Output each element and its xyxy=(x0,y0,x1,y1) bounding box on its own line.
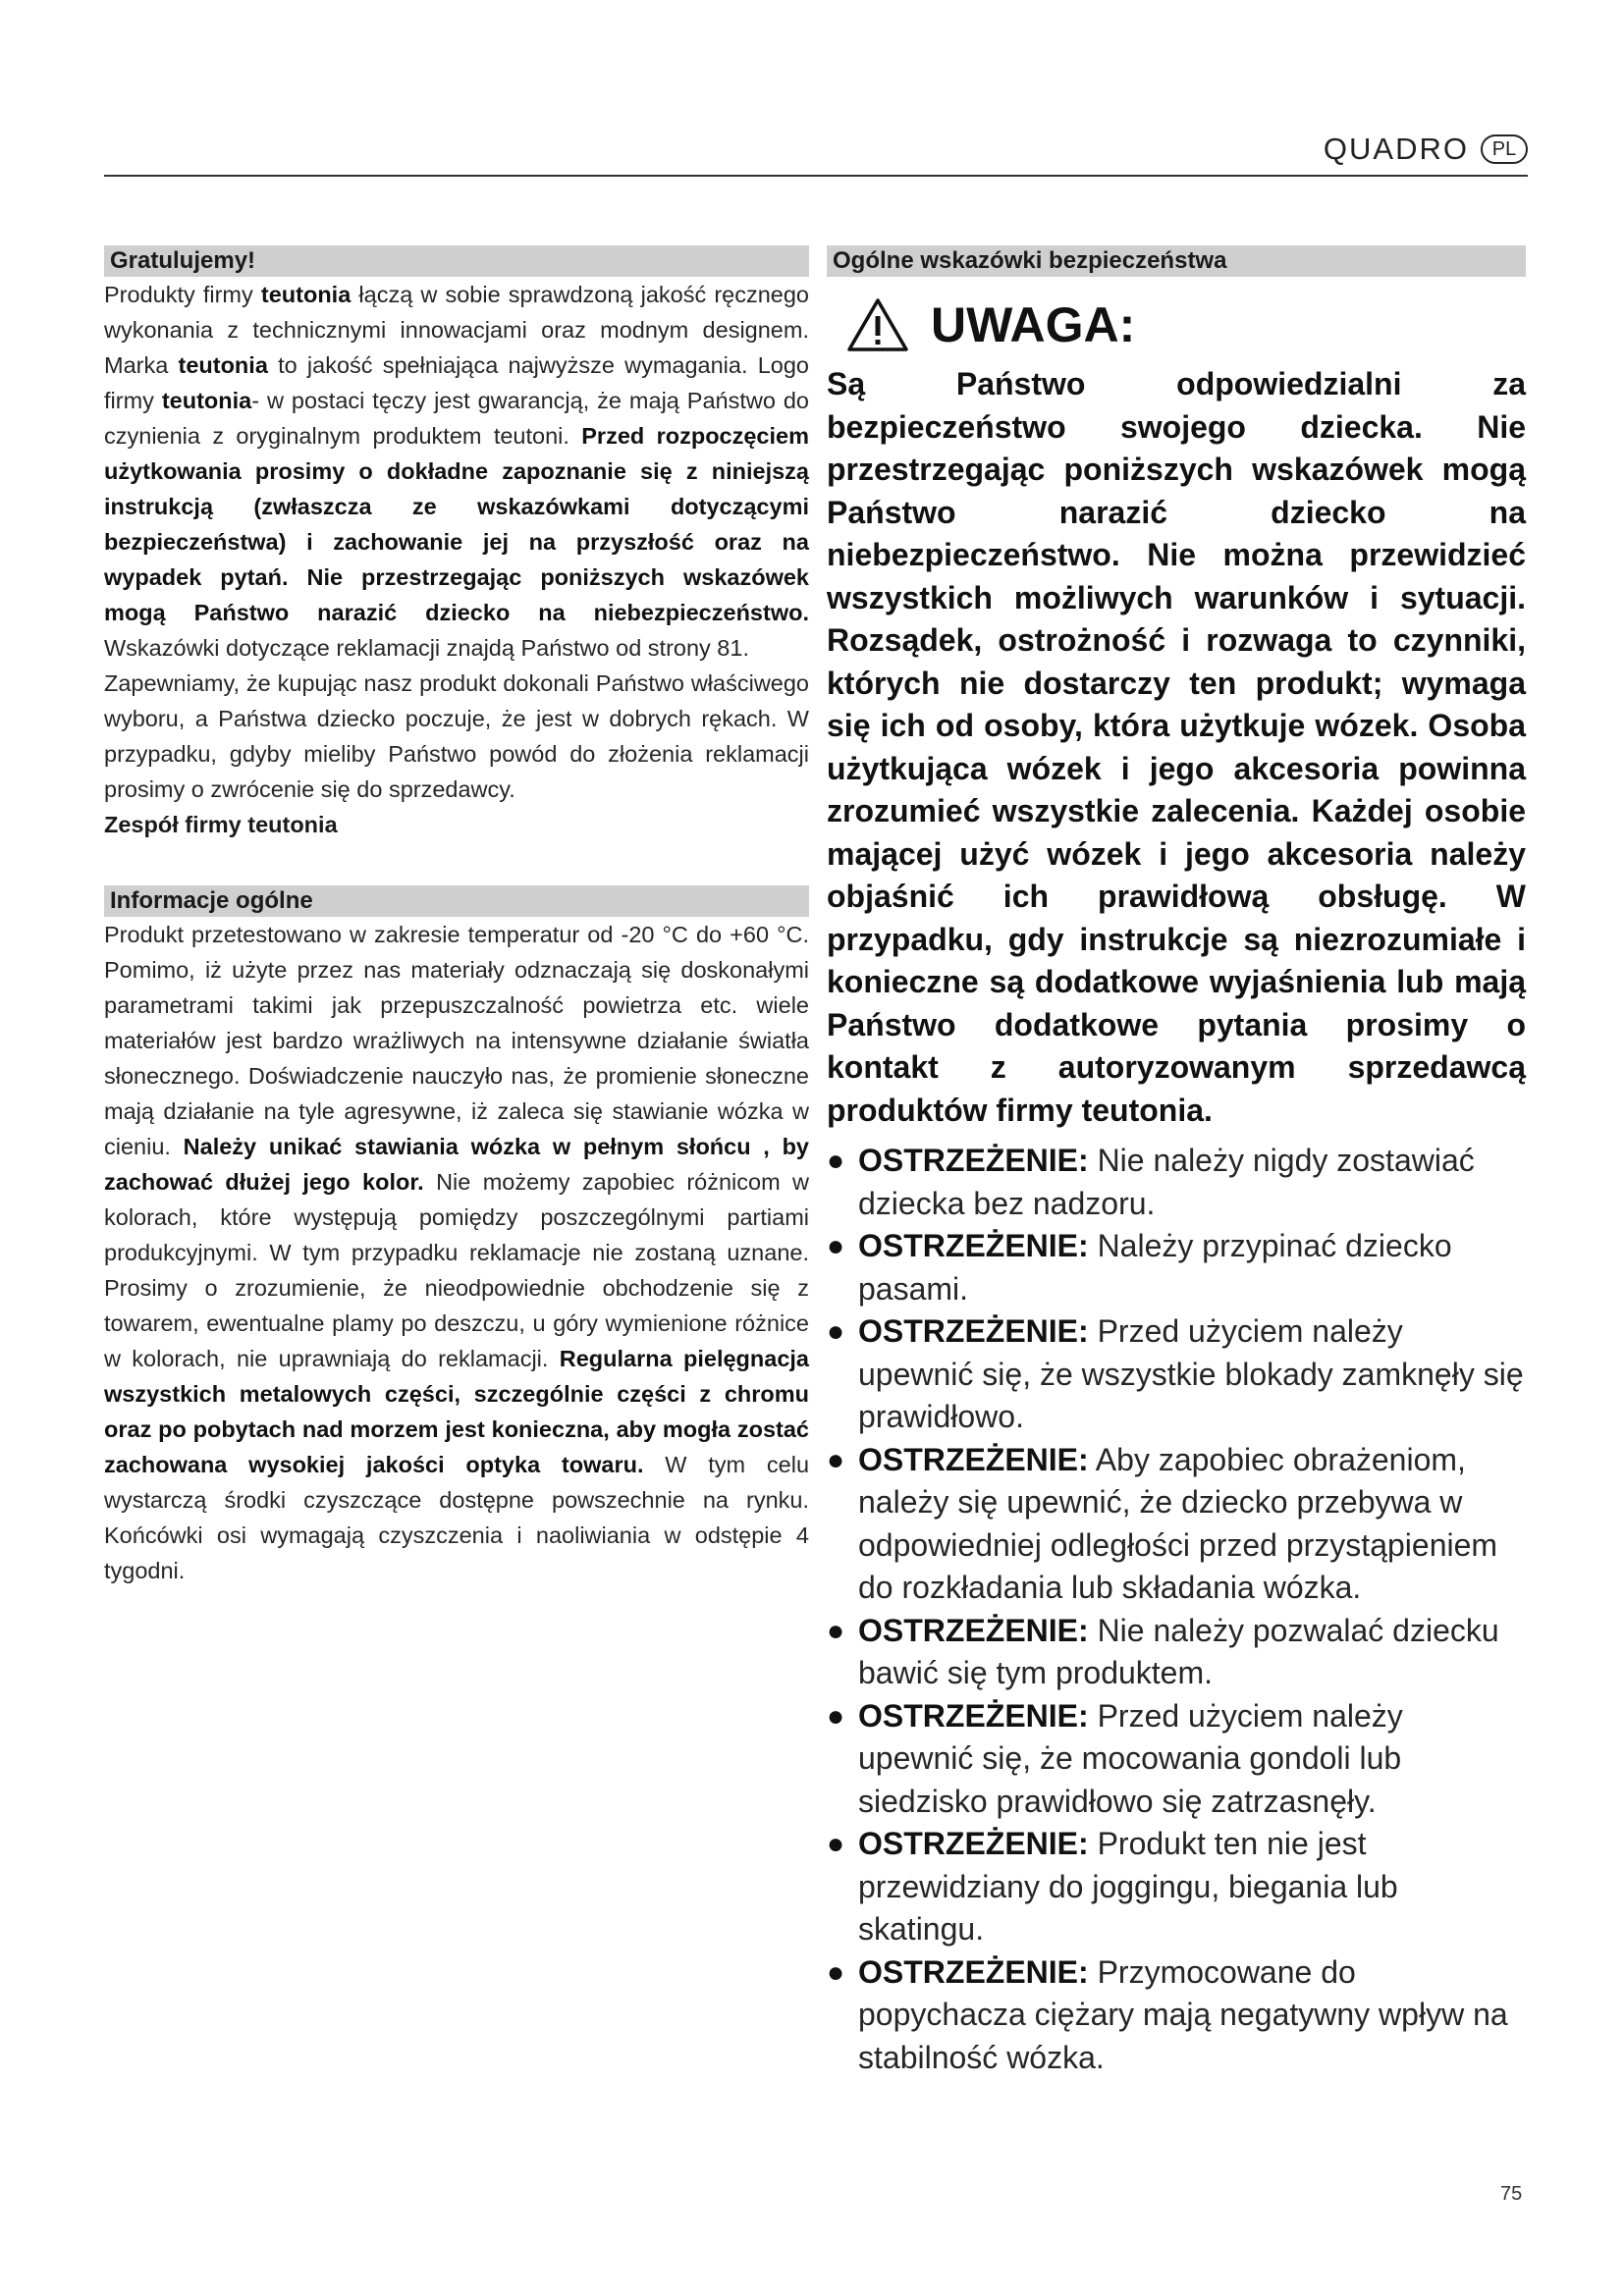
warning-item xyxy=(827,1610,1526,1695)
safety-heading: Ogólne wskazówki bezpieczeństwa xyxy=(827,245,1526,277)
warning-text: Nie należy nigdy zostawiać dziecka bez nadzoru. xyxy=(858,1143,1475,1221)
language-badge: PL xyxy=(1481,134,1528,164)
right-column xyxy=(827,245,1526,2079)
bullet-icon: ● xyxy=(827,1955,845,1989)
warning-item xyxy=(827,1695,1526,1824)
bullet-icon: ● xyxy=(827,1230,845,1262)
bullet-icon: ● xyxy=(827,1614,845,1647)
warning-title: UWAGA: xyxy=(931,297,1136,352)
warning-text: Produkt ten nie jest przewidziany do joggingu, biegania lub skatingu. xyxy=(858,1826,1398,1947)
warning-label: OSTRZEŻENIE: xyxy=(858,1697,1089,1734)
congrats-heading: Gratulujemy! xyxy=(104,245,809,277)
bullet-icon: ● xyxy=(827,1315,845,1348)
warning-text: Przed użyciem należy upewnić się, że wszystkie blokady zamknęły się prawidłowo. xyxy=(858,1313,1524,1434)
warning-paragraph: Są Państwo odpowiedzialni za bezpieczeństwo swojego dziecka. Nie przestrzegając poniższych wskazówek mogą Państwo narazić dziecko na niebezpieczeństwo. Nie można przewidzieć wszystkich możliwych warunków i sytuacji. Rozsądek, ostrożność i rozwaga to czynniki, których nie dostarczy ten produkt; wymaga się ich od osoby, która użytkuje wózek. Osoba użytkująca wózek i jego akcesoria powinna zrozumieć wszystkie zalecenia. Każdej osobie mającej użyć wózek i jego akcesoria należy objaśnić ich prawidłową obsługę. W przypadku, gdy instrukcje są niezrozumiałe i konieczne są dodatkowe wyjaśnienia lub mają Państwo dodatkowe pytania prosimy o kontakt z autoryzowanym sprzedawcą produktów firmy teutonia. xyxy=(827,366,1526,1128)
warning-text: Aby zapobiec obrażeniom, należy się upewnić, że dziecko przebywa w odpowiedniej odległości przed przystąpieniem do rozkładania lub składania wózka. xyxy=(858,1441,1498,1605)
general-info-heading: Informacje ogólne xyxy=(104,885,809,917)
warning-triangle-icon xyxy=(846,297,909,352)
warning-list xyxy=(827,1140,1526,2079)
warning-label: OSTRZEŻENIE: xyxy=(858,1953,1089,1990)
warning-item xyxy=(827,1951,1526,2080)
bullet-icon: ● xyxy=(827,1443,845,1476)
warning-text: Przymocowane do popychacza ciężary mają negatywny wpływ na stabilność wózka. xyxy=(858,1953,1508,2075)
general-info-section xyxy=(104,917,809,1588)
warning-label: OSTRZEŻENIE: xyxy=(858,1826,1089,1861)
warning-item xyxy=(827,1439,1526,1610)
section-spacer xyxy=(104,842,809,885)
team-signature: Zespół firmy teutonia xyxy=(104,812,338,837)
warning-text: Przed użyciem należy upewnić się, że mocowania gondoli lub siedzisko prawidłowo się zatrzasnęły. xyxy=(858,1697,1403,1819)
warning-item xyxy=(827,1225,1526,1310)
congrats-section xyxy=(104,277,809,842)
header-brand-group xyxy=(1324,132,1528,167)
warning-item xyxy=(827,1310,1526,1439)
bullet-icon: ● xyxy=(827,1828,845,1860)
warning-text: Nie należy pozwalać dziecku bawić się tym produktem. xyxy=(858,1612,1499,1690)
general-info-paragraph: Produkt przetestowano w zakresie temperatur od -20 °C do +60 °C. Pomimo, iż użyte przez nas materiały odznaczają się doskonałymi parametrami takimi jak przepuszczalność powietrza etc. wiele materiałów jest bardzo wrażliwych na intensywne działanie światła słonecznego. Doświadczenie nauczyło nas, że promienie słoneczne mają działanie na tyle agresywne, iż zaleca się stawianie wózka w cieniu. Należy unikać stawiania wózka w pełnym słońcu , by zachować dłużej jego kolor. Nie możemy zapobiec różnicom w kolorach, które występują pomiędzy poszczególnymi partiami produkcyjnymi. W tym przypadku reklamacje nie zostaną uznane. Prosimy o zrozumienie, że nieodpowiednie obchodzenie się z towarem, ewentualne plamy po deszczu, u góry wymienione różnice w kolorach, nie uprawniają do reklamacji. Regularna pielęgnacja wszystkich metalowych części, szczególnie części z chromu oraz po pobytach nad morzem jest konieczna, aby mogła zostać zachowana wysokiej jakości optyka towaru. W tym celu wystarczą środki czyszczące dostępne powszechnie na rynku. Końcówki osi wymagają czyszczenia i naoliwiania w odstępie 4 tygodni. xyxy=(104,922,810,1583)
left-column xyxy=(104,245,809,1588)
bullet-icon: ● xyxy=(827,1145,845,1177)
warning-label: OSTRZEŻENIE: xyxy=(858,1612,1089,1648)
warning-label: OSTRZEŻENIE: xyxy=(858,1441,1089,1477)
page-header xyxy=(104,126,1528,177)
bullet-icon: ● xyxy=(827,1699,845,1733)
warning-item xyxy=(827,1823,1526,1951)
page-number: 75 xyxy=(1500,2183,1523,2205)
warning-label: OSTRZEŻENIE: xyxy=(858,1313,1089,1349)
warning-text: Należy przypinać dziecko pasami. xyxy=(858,1228,1452,1307)
warning-title-row xyxy=(827,291,1526,359)
warning-item xyxy=(827,1140,1526,1225)
satisfaction-paragraph: Zapewniamy, że kupując nasz produkt dokonali Państwo właściwego wyboru, a Państwa dziecko poczuje, że jest w dobrych rękach. W przypadku, gdyby mieliby Państwo powód do złożenia reklamacji prosimy o zwrócenie się do sprzedawcy. xyxy=(104,670,809,802)
warning-label: OSTRZEŻENIE: xyxy=(858,1143,1089,1178)
congrats-paragraph: Produkty firmy teutonia łączą w sobie sprawdzoną jakość ręcznego wykonania z technicznymi innowacjami oraz modnym designem. Marka teutonia to jakość spełniająca najwyższe wymagania. Logo firmy teutonia- w postaci tęczy jest gwarancją, że mają Państwo do czynienia z oryginalnym produktem teutoni. Przed rozpoczęciem użytkowania prosimy o dokładne zapoznanie się z niniejszą instrukcją (zwłaszcza ze wskazówkami dotyczącymi bezpieczeństwa) i zachowanie jej na przyszłość oraz na wypadek pytań. Nie przestrzegając poniższych wskazówek mogą Państwo narazić dziecko na niebezpieczeństwo. Wskazówki dotyczące reklamacji znajdą Państwo od strony 81. xyxy=(104,282,810,661)
warning-label: OSTRZEŻENIE: xyxy=(858,1228,1089,1263)
brand-title: QUADRO xyxy=(1323,132,1469,166)
